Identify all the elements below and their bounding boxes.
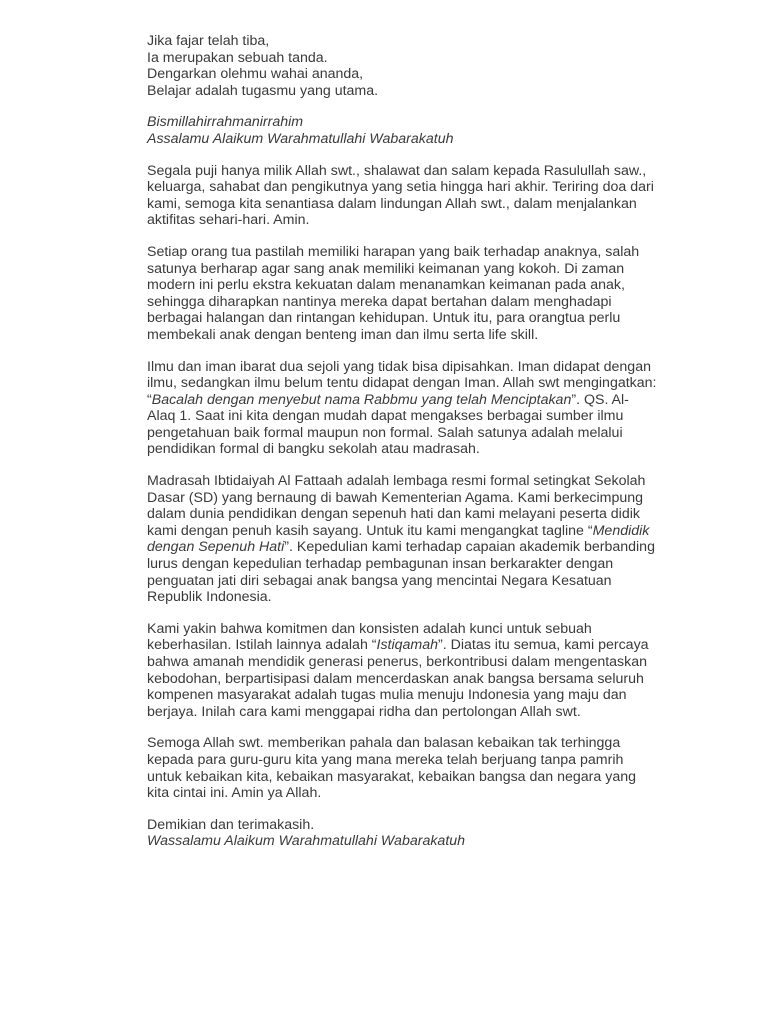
poem-line: Ia merupakan sebuah tanda. xyxy=(147,49,328,66)
tagline-text: Mendidik dengan Sepenuh Hati xyxy=(147,522,650,556)
paragraph-prayer-teachers: Semoga Allah swt. memberikan pahala dan balasan kebaikan tak terhingga kepada para guru-guru kita yang mana mereka telah berjuang tanpa pamrih untuk kebaikan kita, kebaikan masyarakat, kebaikan bangsa dan negara yang kita cintai ini. Amin ya Allah. xyxy=(147,735,637,802)
opening-greeting xyxy=(147,114,657,147)
closing-thanks: Demikian dan terimakasih. xyxy=(147,816,315,833)
paragraph-text: Madrasah Ibtidaiyah Al Fattaah adalah lembaga resmi formal setingkat Sekolah Dasar (SD) yang bernaung di bawah Kementerian Agama. Kami berkecimpung dalam dunia pendidikan dengan sepenuh hati dan kami melayani peserta didik kami dengan penuh kasih sayang. Untuk itu kami mengangkat tagline “ xyxy=(147,473,646,539)
paragraph-text: ”. Diatas itu semua, kami percaya bahwa amanah mendidik generasi penerus, berkontribusi dalam mengentaskan kebodohan, berpartisipasi dalam mencerdaskan anak bangsa bersama seluruh kompenen masyarakat adalah tugas mulia menuju Indonesia yang maju dan berjaya. Inilah cara kami menggapai ridha dan pertolongan Allah swt. xyxy=(147,637,649,720)
paragraph-text: ”. QS. Al-Alaq 1. Saat ini kita dengan mudah dapat mengakses berbagai sumber ilmu pengetahuan baik formal maupun non formal. Salah satunya adalah melalui pendidikan formal di bangku sekolah atau madrasah. xyxy=(147,391,629,458)
salam-text: Assalamu Alaikum Warahmatullahi Wabarakatuh xyxy=(147,130,454,147)
paragraph-parents-hope: Setiap orang tua pastilah memiliki harapan yang baik terhadap anaknya, salah satunya berharap agar sang anak memiliki keimanan yang kokoh. Di zaman modern ini perlu ekstra kekuatan dalam menanamkan keimanan pada anak, sehingga diharapkan nantinya mereka dapat bertahan dalam menghadapi berbagai halangan dan rintangan kehidupan. Untuk itu, para orangtua perlu membekali anak dengan benteng iman dan ilmu serta life skill. xyxy=(147,243,640,343)
paragraph-knowledge-faith xyxy=(147,359,657,459)
paragraph-madrasah xyxy=(147,473,657,606)
paragraph-praise: Segala puji hanya milik Allah swt., shalawat dan salam kepada Rasulullah saw., keluarga, sahabat dan pengikutnya yang setia hingga hari akhir. Teriring doa dari kami, semoga kita senantiasa dalam lindungan Allah swt., dalam menjalankan aktifitas sehari-hari. Amin. xyxy=(147,162,654,229)
paragraph-commitment xyxy=(147,621,657,721)
istiqamah-term: Istiqamah xyxy=(376,637,439,654)
poem-line: Dengarkan olehmu wahai ananda, xyxy=(147,66,364,83)
quran-quote: Bacalah dengan menyebut nama Rabbmu yang telah Menciptakan xyxy=(151,391,572,408)
opening-poem xyxy=(147,33,657,99)
poem-line: Belajar adalah tugasmu yang utama. xyxy=(147,82,379,99)
closing-salam: Wassalamu Alaikum Warahmatullahi Wabarakatuh xyxy=(147,833,466,850)
document-page xyxy=(147,33,657,865)
bismillah-text: Bismillahirrahmanirrahim xyxy=(147,114,304,131)
paragraph-text: Ilmu dan iman ibarat dua sejoli yang tidak bisa dipisahkan. Iman didapat dengan ilmu, sedangkan ilmu belum tentu didapat dengan Iman. Allah swt mengingatkan: “ xyxy=(147,358,657,408)
closing xyxy=(147,817,657,850)
poem-line: Jika fajar telah tiba, xyxy=(147,33,270,49)
paragraph-text: ”. Kepedulian kami terhadap capaian akademik berbanding lurus dengan kepedulian terhadap pembagunan insan berkarakter dengan penguatan jati diri sebagai anak bangsa yang mencintai Negara Kesatuan Republik Indonesia. xyxy=(147,539,655,606)
paragraph-text: Kami yakin bahwa komitmen dan konsisten adalah kunci untuk sebuah keberhasilan. Istilah lainnya adalah “ xyxy=(147,620,592,654)
